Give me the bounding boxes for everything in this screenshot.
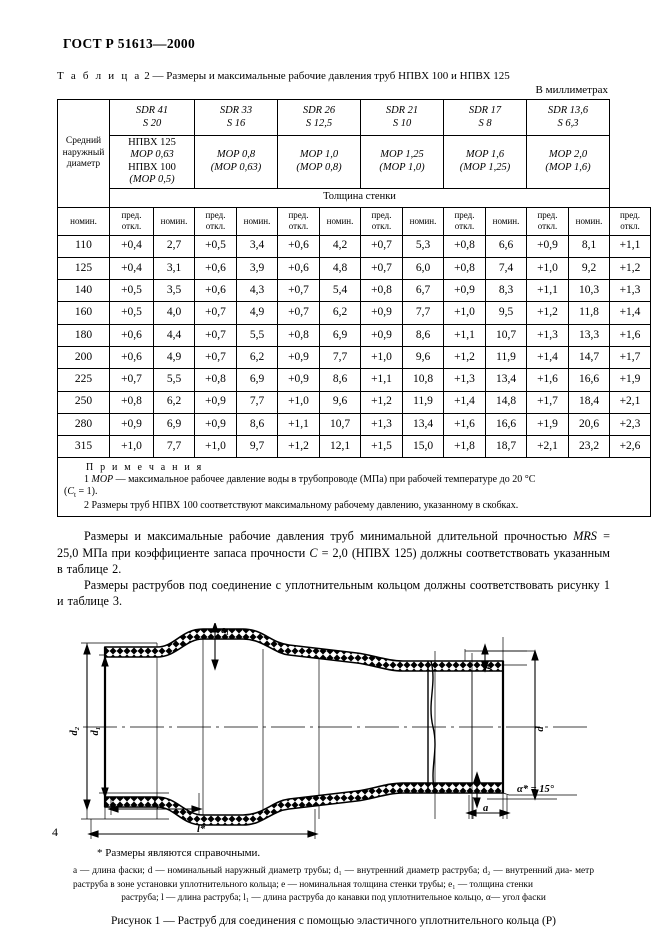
cell-value: 12,1: [320, 436, 361, 458]
cell-diameter: 160: [58, 302, 110, 324]
cell-value: +0,5: [110, 302, 154, 324]
cell-value: 8,6: [237, 413, 278, 435]
cell-diameter: 125: [58, 257, 110, 279]
cell-value: 4,8: [320, 257, 361, 279]
table-notes: [58, 458, 651, 517]
header-group-5-sdr: SDR 13,6 S 6,3: [527, 100, 610, 136]
cell-diameter: 200: [58, 346, 110, 368]
cell-value: 18,7: [486, 436, 527, 458]
cell-value: 5,4: [320, 280, 361, 302]
cell-value: +1,3: [444, 369, 486, 391]
figure-label-d2: d₂: [69, 726, 80, 736]
header-group-5-mop: MOP 2,0 (MOP 1,6): [527, 136, 610, 189]
header-group-3-sdr: SDR 21 S 10: [361, 100, 444, 136]
cell-value: +0,7: [195, 324, 237, 346]
figure-label-d: d: [535, 726, 546, 733]
cell-value: +1,6: [444, 413, 486, 435]
legend-line-1: a — длина фаски; d — номинальный наружный диаметр трубы; d₁ — внутренний диаметр раструба; d₂ — внутренний диа-: [73, 866, 573, 877]
cell-value: +0,6: [110, 346, 154, 368]
cell-value: 7,7: [237, 391, 278, 413]
cell-value: 9,6: [403, 346, 444, 368]
cell-value: 6,9: [320, 324, 361, 346]
cell-value: 14,8: [486, 391, 527, 413]
cell-diameter: 180: [58, 324, 110, 346]
cell-value: 8,3: [486, 280, 527, 302]
table-body: [58, 235, 651, 458]
cell-value: +0,7: [278, 280, 320, 302]
cell-value: +1,5: [361, 436, 403, 458]
cell-value: +1,8: [444, 436, 486, 458]
cell-value: +1,2: [278, 436, 320, 458]
subheader-nominal-6: номин.: [569, 207, 610, 235]
table-caption-text: — Размеры и максимальные рабочие давления труб НПВХ 100 и НПВХ 125: [152, 70, 510, 82]
cell-value: 5,5: [154, 369, 195, 391]
cell-value: 2,7: [154, 235, 195, 257]
cell-value: +1,1: [610, 235, 651, 257]
cell-value: 10,8: [403, 369, 444, 391]
table-header-subcolumns-row: [58, 207, 651, 235]
cell-value: 10,7: [320, 413, 361, 435]
table-row: [58, 369, 651, 391]
figure-pipe-socket-drawing: [57, 623, 610, 841]
figure-legend: [73, 865, 594, 905]
cell-value: +1,6: [610, 324, 651, 346]
cell-value: 10,7: [486, 324, 527, 346]
cell-value: 4,9: [237, 302, 278, 324]
header-mean-outer-diameter: Средний наружный диаметр: [58, 100, 110, 208]
cell-value: +2,1: [610, 391, 651, 413]
figure-caption: Рисунок 1 — Раструб для соединения с помощью эластичного уплотнительного кольца (Р): [110, 914, 557, 927]
cell-value: +1,2: [361, 391, 403, 413]
cell-value: +0,8: [195, 369, 237, 391]
cell-value: +0,5: [110, 280, 154, 302]
cell-value: +0,7: [361, 257, 403, 279]
cell-value: +0,9: [361, 324, 403, 346]
cell-value: 11,9: [486, 346, 527, 368]
cell-value: 11,9: [403, 391, 444, 413]
cell-value: +1,1: [527, 280, 569, 302]
subheader-nominal-3: номин.: [320, 207, 361, 235]
legend-line-2: метр раструба в зоне установки уплотнительного кольца; e — номинальная толщина стенки трубы; e₁ — толщина стенки: [73, 866, 595, 890]
note-2: 2 Размеры труб НПВХ 100 соответствуют максимальному рабочему давлению, указанному в скобках.: [84, 499, 519, 511]
cell-value: +1,0: [195, 436, 237, 458]
cell-value: +0,9: [195, 413, 237, 435]
cell-value: +0,4: [110, 235, 154, 257]
subheader-deviation-3: пред. откл.: [361, 207, 403, 235]
cell-value: +2,3: [610, 413, 651, 435]
cell-value: 3,5: [154, 280, 195, 302]
cell-diameter: 250: [58, 391, 110, 413]
cell-value: +0,9: [361, 302, 403, 324]
cell-diameter: 225: [58, 369, 110, 391]
cell-value: 18,4: [569, 391, 610, 413]
cell-value: 4,9: [154, 346, 195, 368]
header-group-1-sdr: SDR 33 S 16: [195, 100, 278, 136]
table-caption-number: 2: [144, 70, 150, 82]
cell-value: +0,7: [278, 302, 320, 324]
cell-value: +1,2: [527, 302, 569, 324]
subheader-nominal-2: номин.: [237, 207, 278, 235]
cell-value: +0,6: [278, 257, 320, 279]
cell-value: +0,7: [195, 302, 237, 324]
header-group-4-mop: MOP 1,6 (MOP 1,25): [444, 136, 527, 189]
cell-value: +0,6: [110, 324, 154, 346]
cell-value: +1,0: [110, 436, 154, 458]
table-row: [58, 280, 651, 302]
table-header-sdr-row: [58, 100, 651, 136]
header-group-3-mop: MOP 1,25 (MOP 1,0): [361, 136, 444, 189]
cell-value: 5,3: [403, 235, 444, 257]
cell-value: +0,9: [278, 346, 320, 368]
cell-value: 7,7: [320, 346, 361, 368]
table-notes-row: [58, 458, 651, 517]
subheader-deviation-1: пред. откл.: [195, 207, 237, 235]
cell-value: 7,7: [403, 302, 444, 324]
cell-value: +1,1: [278, 413, 320, 435]
cell-value: +1,0: [444, 302, 486, 324]
cell-value: 10,3: [569, 280, 610, 302]
figure-label-l1: l₁: [153, 799, 160, 811]
cell-value: +0,6: [195, 257, 237, 279]
cell-value: +1,3: [527, 324, 569, 346]
cell-value: +1,6: [527, 369, 569, 391]
figure-footnote: * Размеры являются справочными.: [97, 847, 261, 860]
cell-value: 6,2: [154, 391, 195, 413]
table-row: [58, 436, 651, 458]
cell-value: +1,0: [527, 257, 569, 279]
cell-value: +0,9: [110, 413, 154, 435]
cell-value: +0,8: [278, 324, 320, 346]
note-1-continuation: $(C_t = 1)$.: [64, 486, 98, 500]
cell-value: +1,1: [361, 369, 403, 391]
cell-value: +1,2: [444, 346, 486, 368]
cell-value: +0,8: [110, 391, 154, 413]
body-paragraphs: [57, 528, 610, 609]
cell-value: 9,6: [320, 391, 361, 413]
table-row: [58, 235, 651, 257]
cell-value: 6,9: [154, 413, 195, 435]
cell-value: +0,6: [195, 280, 237, 302]
cell-value: 3,1: [154, 257, 195, 279]
subheader-deviation-4: пред. откл.: [444, 207, 486, 235]
figure-label-a: a: [483, 803, 489, 815]
table-caption-prefix: Т а б л и ц а: [57, 70, 142, 82]
cell-value: +1,4: [610, 302, 651, 324]
cell-value: 8,6: [320, 369, 361, 391]
legend-line-3: раструба; l — длина раструба; l₁ — длина раструба до канавки под уплотнительное кольцо, α— угол фаски: [121, 893, 546, 904]
header-group-0-sdr: SDR 41 S 20: [110, 100, 195, 136]
table-header-thickness-row: [58, 188, 651, 207]
cell-value: 11,8: [569, 302, 610, 324]
header-wall-thickness: Толщина стенки: [110, 188, 610, 207]
cell-value: +1,7: [610, 346, 651, 368]
cell-value: +0,6: [278, 235, 320, 257]
note-1: 1 MOP — максимальное рабочее давление воды в трубопроводе (МПа) при рабочей температуре до 20 °С: [84, 474, 536, 486]
subheader-nominal-5: номин.: [486, 207, 527, 235]
cell-value: 16,6: [569, 369, 610, 391]
cell-value: 6,2: [237, 346, 278, 368]
cell-diameter: 315: [58, 436, 110, 458]
cell-value: +0,7: [110, 369, 154, 391]
cell-value: 3,9: [237, 257, 278, 279]
header-group-2-sdr: SDR 26 S 12,5: [278, 100, 361, 136]
cell-value: 13,4: [403, 413, 444, 435]
table-row: [58, 413, 651, 435]
header-group-4-sdr: SDR 17 S 8: [444, 100, 527, 136]
figure-label-angle: α* = 15°: [517, 784, 554, 796]
cell-diameter: 140: [58, 280, 110, 302]
cell-value: 4,2: [320, 235, 361, 257]
cell-value: +1,0: [278, 391, 320, 413]
cell-value: 5,5: [237, 324, 278, 346]
page-content: [57, 36, 641, 927]
cell-value: +1,0: [361, 346, 403, 368]
cell-value: +1,7: [527, 391, 569, 413]
figure-label-e: e: [483, 665, 494, 670]
cell-value: +1,3: [361, 413, 403, 435]
dimensions-table: [57, 99, 651, 517]
table-row: [58, 257, 651, 279]
cell-value: +1,4: [527, 346, 569, 368]
cell-value: 4,4: [154, 324, 195, 346]
page-number: 4: [52, 825, 58, 839]
cell-value: 6,2: [320, 302, 361, 324]
cell-value: +1,9: [610, 369, 651, 391]
subheader-nominal-1: номин.: [154, 207, 195, 235]
cell-value: 14,7: [569, 346, 610, 368]
cell-value: +0,4: [110, 257, 154, 279]
cell-value: 6,9: [237, 369, 278, 391]
cell-value: 15,0: [403, 436, 444, 458]
cell-value: 13,4: [486, 369, 527, 391]
cell-value: +0,8: [361, 280, 403, 302]
cell-value: +0,9: [444, 280, 486, 302]
cell-value: +1,1: [444, 324, 486, 346]
header-group-1-mop: MOP 0,8 (MOP 0,63): [195, 136, 278, 189]
subheader-deviation-2: пред. откл.: [278, 207, 320, 235]
cell-value: 4,3: [237, 280, 278, 302]
units-note: В миллиметрах: [535, 84, 608, 96]
subheader-deviation-0: пред. откл.: [110, 207, 154, 235]
figure-label-l: l*: [197, 824, 206, 836]
cell-value: 13,3: [569, 324, 610, 346]
cell-value: +0,7: [195, 346, 237, 368]
cell-value: +0,9: [195, 391, 237, 413]
paragraph-2: Размеры раструбов под соединение с уплотнительным кольцом должны соответствовать рисунку 1 и таблице 3.: [57, 578, 610, 609]
cell-value: 9,5: [486, 302, 527, 324]
cell-value: 9,7: [237, 436, 278, 458]
cell-value: 7,4: [486, 257, 527, 279]
cell-value: +0,8: [444, 235, 486, 257]
cell-value: +0,8: [444, 257, 486, 279]
table-row: [58, 346, 651, 368]
cell-value: 9,2: [569, 257, 610, 279]
cell-value: +1,3: [610, 280, 651, 302]
cell-value: 7,7: [154, 436, 195, 458]
table-header-mop-row: [58, 136, 651, 189]
cell-value: +1,2: [610, 257, 651, 279]
cell-value: +1,9: [527, 413, 569, 435]
cell-value: +0,9: [527, 235, 569, 257]
cell-value: 6,6: [486, 235, 527, 257]
cell-value: +2,6: [610, 436, 651, 458]
cell-value: 3,4: [237, 235, 278, 257]
cell-value: 20,6: [569, 413, 610, 435]
figure-label-d1: d₁: [90, 726, 101, 736]
figure-label-e1: e₁: [221, 625, 230, 637]
cell-diameter: 110: [58, 235, 110, 257]
cell-value: +1,4: [444, 391, 486, 413]
cell-value: +0,5: [195, 235, 237, 257]
cell-value: +0,9: [278, 369, 320, 391]
table-row: [58, 302, 651, 324]
subheader-nominal-4: номин.: [403, 207, 444, 235]
cell-value: 8,6: [403, 324, 444, 346]
standard-title: ГОСТ Р 51613—2000: [63, 36, 196, 51]
cell-value: 8,1: [569, 235, 610, 257]
cell-value: +2,1: [527, 436, 569, 458]
header-group-0-mop: НПВХ 125 MOP 0,63 НПВХ 100 (MOP 0,5): [110, 136, 195, 189]
subheader-deviation-5: пред. откл.: [527, 207, 569, 235]
table-caption: [57, 70, 610, 82]
cell-value: +0,7: [361, 235, 403, 257]
table-row: [58, 391, 651, 413]
table-row: [58, 324, 651, 346]
cell-value: 4,0: [154, 302, 195, 324]
paragraph-1: Размеры и максимальные рабочие давления труб минимальной длительной прочностью MRS = 25,0 МПа при коэффициенте запаса прочности C = 2,0 (НПВХ 125) должны соответствовать указанным в таблице 2.: [57, 529, 611, 576]
subheader-deviation-6: пред. откл.: [610, 207, 651, 235]
notes-title: П р и м е ч а н и я: [86, 462, 204, 474]
cell-value: 16,6: [486, 413, 527, 435]
cell-value: 23,2: [569, 436, 610, 458]
cell-value: 6,7: [403, 280, 444, 302]
subheader-nominal-0: номин.: [58, 207, 110, 235]
cell-diameter: 280: [58, 413, 110, 435]
header-group-2-mop: MOP 1,0 (MOP 0,8): [278, 136, 361, 189]
cell-value: 6,0: [403, 257, 444, 279]
